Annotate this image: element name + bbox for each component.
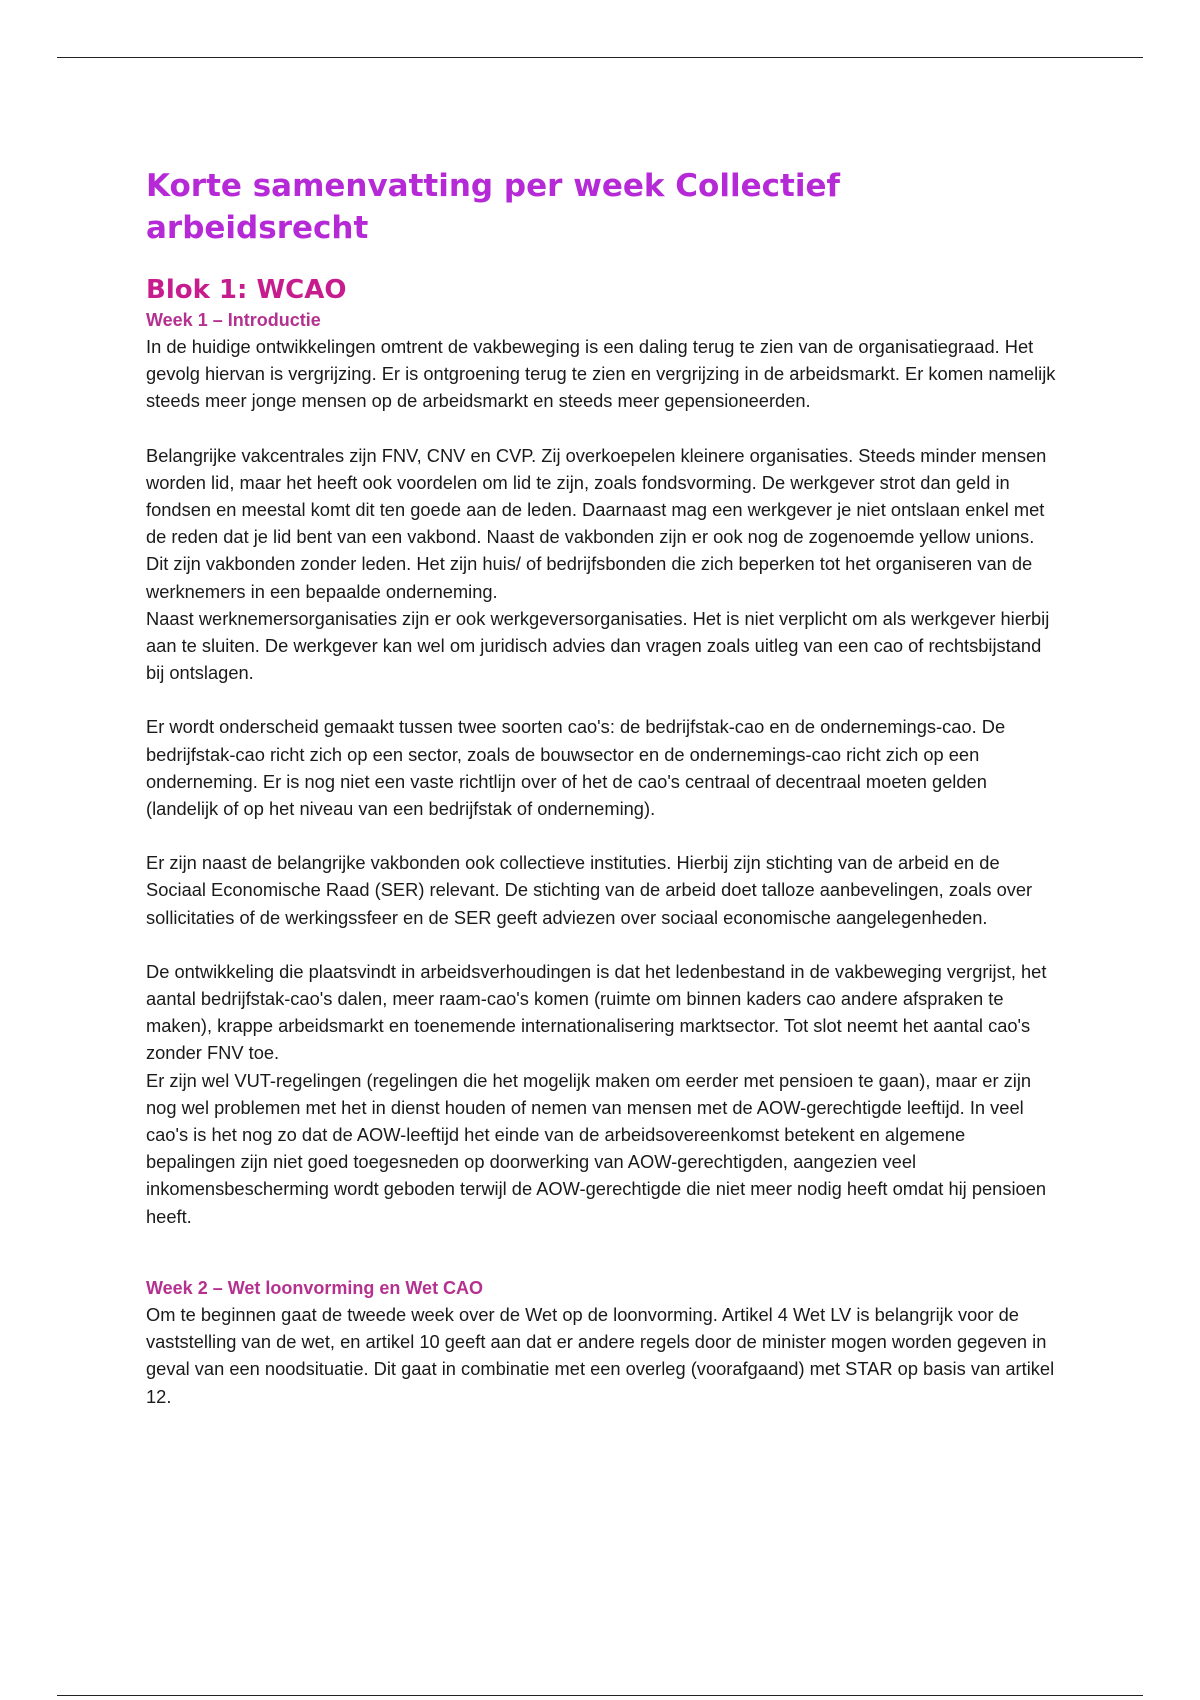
week-2-section bbox=[146, 1275, 1056, 1410]
week-1-paragraph-5: Er zijn naast de belangrijke vakbonden ook collectieve instituties. Hierbij zijn stichting van de arbeid en de Sociaal Economische Raad (SER) relevant. De stichting van de arbeid doet talloze aanbevelingen, zoals over sollicitaties of de werkingssfeer en de SER geeft adviezen over sociaal economische aangelegenheden. bbox=[146, 852, 1033, 928]
document-body bbox=[146, 165, 1056, 1410]
week-1-paragraph-1: In de huidige ontwikkelingen omtrent de vakbeweging is een daling terug te zien van de organisatiegraad. Het gevolg hiervan is vergrijzing. Er is ontgroening terug te zien en vergrijzing in de arbeidsmarkt. Er komen namelijk steeds meer jonge mensen op de arbeidsmarkt en steeds meer gepensioneerden. bbox=[146, 336, 1056, 412]
document-title: Korte samenvatting per week Collectief arbeidsrecht bbox=[146, 168, 840, 246]
week-1-paragraph-3: Naast werknemersorganisaties zijn er ook werkgeversorganisaties. Het is niet verplicht om als werkgever hierbij aan te sluiten. De werkgever kan wel om juridisch advies dan vragen zoals uitleg van een cao of rechtsbijstand bij ontslagen. bbox=[146, 607, 1050, 684]
week-1-paragraph-6: De ontwikkeling die plaatsvindt in arbeidsverhoudingen is dat het ledenbestand in de vakbeweging vergrijst, het aantal bedrijfstak-cao's dalen, meer raam-cao's komen (ruimte om binnen kaders cao andere afspraken te maken), krappe arbeidsmarkt en toenemende internationalisering marktsector. Tot slot neemt het aantal cao's zonder FNV toe. bbox=[146, 960, 1047, 1064]
week-2-heading: Week 2 – Wet loonvorming en Wet CAO bbox=[146, 1277, 484, 1298]
block-heading: Blok 1: WCAO bbox=[146, 275, 347, 305]
week-1-paragraph-2: Belangrijke vakcentrales zijn FNV, CNV en CVP. Zij overkoepelen kleinere organisaties. Steeds minder mensen worden lid, maar het heeft ook voordelen om lid te zijn, zoals fondsvorming. De werkgever strot dan geld in fondsen en meestal komt dit ten goede aan de leden. Daarnaast mag een werkgever je niet ontslaan enkel met de reden dat je lid bent van een vakbond. Naast de vakbonden zijn er ook nog de zogenoemde yellow unions. Dit zijn vakbonden zonder leden. Het zijn huis/ of bedrijfsbonden die zich beperken tot het organiseren van de werknemers in een bepaalde onderneming. bbox=[146, 444, 1047, 602]
week-1-paragraph-4: Er wordt onderscheid gemaakt tussen twee soorten cao's: de bedrijfstak-cao en de ondernemings-cao. De bedrijfstak-cao richt zich op een sector, zoals de bouwsector en de ondernemings-cao richt zich op een onderneming. Er is nog niet een vaste richtlijn over of het de cao's centraal of decentraal moeten gelden (landelijk of op het niveau van een bedrijfstak of onderneming). bbox=[146, 716, 1006, 820]
week-1-section bbox=[146, 307, 1056, 1230]
week-1-heading: Week 1 – Introductie bbox=[146, 310, 321, 330]
header-rule bbox=[57, 57, 1143, 58]
week-1-paragraph-7: Er zijn wel VUT-regelingen (regelingen die het mogelijk maken om eerder met pensioen te gaan), maar er zijn nog wel problemen met het in dienst houden of nemen van mensen met de AOW-gerechtigde leeftijd. In veel cao's is het nog zo dat de AOW-leeftijd het einde van de arbeidsovereenkomst betekent en algemene bepalingen zijn niet goed toegesneden op doorwerking van AOW-gerechtigden, aangezien veel inkomensbescherming wordt geboden terwijl de AOW-gerechtigde die niet meer nodig heeft omdat hij pensioen heeft. bbox=[146, 1069, 1047, 1227]
footer-rule bbox=[57, 1695, 1143, 1696]
week-2-paragraph-1: Om te beginnen gaat de tweede week over de Wet op de loonvorming. Artikel 4 Wet LV is belangrijk voor de vaststelling van de wet, en artikel 10 geeft aan dat er andere regels door de minister mogen worden gegeven in geval van een noodsituatie. Dit gaat in combinatie met een overleg (voorafgaand) met STAR op basis van artikel 12. bbox=[146, 1303, 1055, 1407]
